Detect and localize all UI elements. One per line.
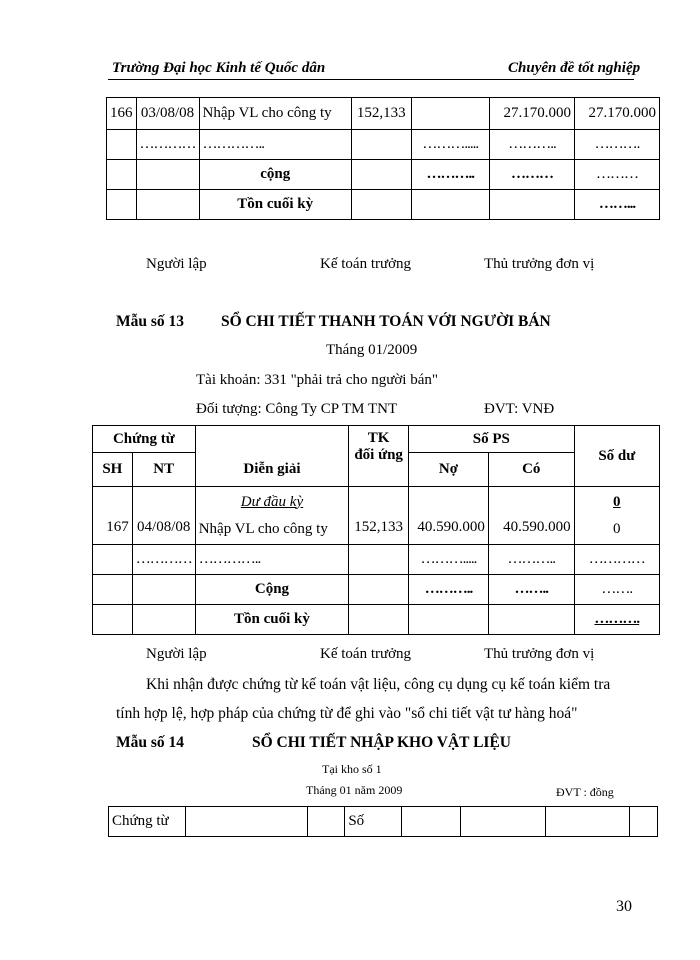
- form14-unit: ĐVT : đồng: [556, 785, 614, 799]
- cell-desc: Tồn cuối kỳ: [195, 605, 349, 635]
- form13-label: Mẫu số 13: [116, 313, 185, 330]
- top-ledger-table: [106, 97, 660, 220]
- header-cell: [460, 807, 545, 837]
- header-so-du: Số dư: [574, 426, 659, 487]
- cell-du: 27.170.000: [575, 98, 660, 130]
- cell-nt: [132, 605, 195, 635]
- form14-label: Mẫu số 14: [116, 734, 185, 751]
- cell-du: ……….: [574, 605, 659, 635]
- signature-chief-accountant: Kế toán trưởng: [320, 256, 412, 272]
- cell-nt: [136, 190, 199, 220]
- table-row: [107, 98, 660, 130]
- cell-sh: [107, 130, 137, 160]
- cell-co: 40.590.000: [488, 487, 574, 545]
- cell-du: ………: [575, 160, 660, 190]
- table-row: [93, 545, 660, 575]
- page-number: 30: [616, 898, 632, 915]
- header-cell: [630, 807, 658, 837]
- table-row: [93, 575, 660, 605]
- cell-nt: …………: [132, 545, 195, 575]
- opening-balance-label: Dư đầu kỳ: [240, 493, 304, 510]
- signature-unit-head: Thủ trưởng đơn vị: [484, 256, 595, 272]
- cell-tk: [351, 190, 411, 220]
- cell-sh: [107, 160, 137, 190]
- cell-desc: cộng: [199, 160, 351, 190]
- form14-title: SỔ CHI TIẾT NHẬP KHO VẬT LIỆU: [252, 734, 511, 751]
- cell-sh: [93, 575, 133, 605]
- cell-no: [411, 98, 489, 130]
- cell-nt: 04/08/08: [132, 487, 195, 545]
- header-chung-tu: Chứng từ: [93, 426, 196, 453]
- header-so: Số: [345, 807, 401, 837]
- cell-no: ………..: [409, 575, 489, 605]
- header-nt: NT: [132, 453, 195, 487]
- cell-no: 40.590.000: [409, 487, 489, 545]
- header-rule: [108, 79, 634, 80]
- cell-tk: [349, 575, 409, 605]
- header-no: Nợ: [409, 453, 489, 487]
- header-cell: [401, 807, 460, 837]
- cell-sh: [93, 545, 133, 575]
- cell-co: ……..: [488, 575, 574, 605]
- cell-nt: 03/08/08: [136, 98, 199, 130]
- form13-title: SỔ CHI TIẾT THANH TOÁN VỚI NGƯỜI BÁN: [221, 313, 551, 330]
- cell-tk: 152,133: [349, 487, 409, 545]
- form13-table: [92, 425, 660, 635]
- form14-month: Tháng 01 năm 2009: [306, 783, 403, 797]
- cell-nt: …………: [136, 130, 199, 160]
- header-row: [93, 426, 660, 453]
- cell-tk: [351, 130, 411, 160]
- form13-account: Tài khoản: 331 "phải trả cho người bán": [196, 372, 438, 388]
- cell-sh: [93, 605, 133, 635]
- header-tk: [349, 426, 409, 487]
- form13-month: Tháng 01/2009: [326, 342, 418, 358]
- cell-co: ………..: [490, 130, 575, 160]
- signature-unit-head: Thủ trưởng đơn vị: [484, 646, 595, 662]
- signature-preparer: Người lập: [146, 256, 207, 272]
- table-row: [107, 190, 660, 220]
- cell-co: ………: [490, 160, 575, 190]
- paragraph-line2: tính hợp lệ, hợp pháp của chứng từ để ghi vào "sổ chi tiết vật tư hàng hoá": [116, 705, 578, 722]
- table-row: [93, 487, 660, 545]
- form13-subject: Đối tượng: Công Ty CP TM TNT: [196, 401, 398, 417]
- cell-desc: Cộng: [195, 575, 349, 605]
- cell-nt: [132, 575, 195, 605]
- cell-nt: [136, 160, 199, 190]
- header-thesis: Chuyên đề tốt nghiệp: [508, 60, 641, 76]
- table-row: [107, 160, 660, 190]
- header-sh: SH: [93, 453, 133, 487]
- cell-desc: …………..: [195, 545, 349, 575]
- header-row: [109, 807, 658, 837]
- header-chung-tu: Chứng từ: [109, 807, 186, 837]
- form14-warehouse: Tại kho số 1: [322, 762, 382, 776]
- cell-co: ………..: [488, 545, 574, 575]
- header-tk-line1: TK: [367, 430, 390, 446]
- signature-preparer: Người lập: [146, 646, 207, 662]
- table-row: [93, 605, 660, 635]
- header-school: Trường Đại học Kinh tế Quốc dân: [112, 60, 326, 76]
- row-du: 0: [613, 520, 621, 537]
- cell-desc: Tồn cuối kỳ: [199, 190, 351, 220]
- table-row: [107, 130, 660, 160]
- cell-no: ……….....: [409, 545, 489, 575]
- header-so-ps: Số PS: [409, 426, 575, 453]
- cell-tk: [349, 545, 409, 575]
- cell-desc: [195, 487, 349, 545]
- cell-du: [574, 487, 659, 545]
- cell-co: 27.170.000: [490, 98, 575, 130]
- opening-balance-value: 0: [613, 493, 621, 510]
- cell-no: [411, 190, 489, 220]
- header-co: Có: [488, 453, 574, 487]
- cell-sh: 167: [93, 487, 133, 545]
- cell-du: ……...: [575, 190, 660, 220]
- cell-tk: [349, 605, 409, 635]
- signature-chief-accountant: Kế toán trưởng: [320, 646, 412, 662]
- paragraph-line1: Khi nhận được chứng từ kế toán vật liệu, công cụ dụng cụ kế toán kiểm tra: [146, 676, 611, 693]
- cell-no: ……….....: [411, 130, 489, 160]
- cell-sh: 166: [107, 98, 137, 130]
- header-cell: [545, 807, 630, 837]
- cell-desc: …………..: [199, 130, 351, 160]
- form14-table: [108, 806, 658, 837]
- header-tk-line2: đối ứng: [354, 447, 403, 463]
- header-dien-giai: Diễn giải: [195, 426, 349, 487]
- cell-co: [488, 605, 574, 635]
- cell-co: [490, 190, 575, 220]
- header-cell: [185, 807, 307, 837]
- header-cell: [307, 807, 344, 837]
- cell-du: …………: [574, 545, 659, 575]
- row-desc: Nhập VL cho công ty: [198, 520, 328, 537]
- cell-no: [409, 605, 489, 635]
- cell-no: ………..: [411, 160, 489, 190]
- cell-tk: 152,133: [351, 98, 411, 130]
- cell-du: ……….: [575, 130, 660, 160]
- form13-unit: ĐVT: VNĐ: [484, 401, 555, 417]
- cell-sh: [107, 190, 137, 220]
- cell-desc: Nhập VL cho công ty: [199, 98, 351, 130]
- cell-du: …….: [574, 575, 659, 605]
- cell-tk: [351, 160, 411, 190]
